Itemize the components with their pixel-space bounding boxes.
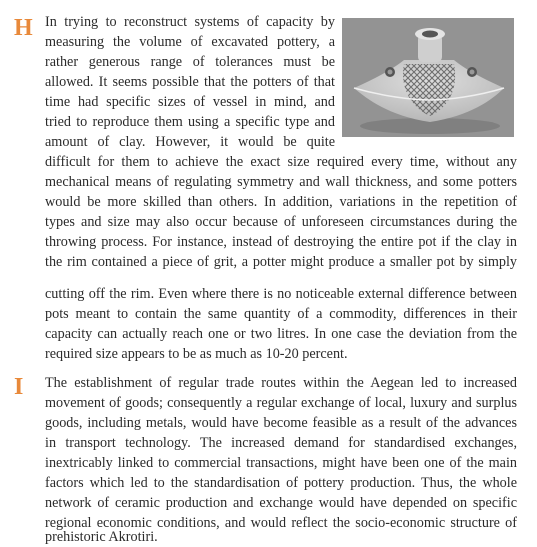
text-line: The establishment of regular trade routes within the Aegean led to increased [45,375,517,391]
text-line: movement of goods; consequently a regular exchange of local, luxury and surplus [45,395,517,411]
text-line: difficult for them to achieve the exact size required every time, without any [45,154,517,170]
text-line: tried to reproduce them using a specific type and [45,114,335,130]
text-line: amount of clay. However, it would be quite [45,134,335,150]
text-line: pots meant to contain the same quantity of a commodity, differences in their [45,306,517,322]
section-letter-i: I [14,374,24,400]
text-line: required size appears to be as much as 10-20 percent. [45,346,348,362]
text-line: regional economic conditions, and would reflect the socio-economic structure of [45,515,517,531]
ceramic-vessel-icon [342,18,514,137]
text-line: factors which led to the standardisation of pottery production. Thus, the whole [45,475,517,491]
section-letter-h: H [14,15,33,41]
text-line: mechanical means of regulating symmetry and wall thickness, and some potters [45,174,517,190]
text-line: measuring the volume of excavated pottery, a [45,34,335,50]
text-line: rather generous range of tolerances must be [45,54,335,70]
text-line: cutting off the rim. Even where there is no noticeable external difference between [45,286,517,302]
text-line: in transport technology. The increased demand for standardised exchanges, [45,435,517,451]
text-line: throwing process. For instance, instead of destroying the entire pot if the clay in [45,234,517,250]
text-line: types and size may also occur because of unforeseen circumstances during the [45,214,517,230]
text-line: allowed. It seems possible that the potters of that [45,74,335,90]
text-line: In trying to reconstruct systems of capacity by [45,14,335,30]
text-line: the rim contained a piece of grit, a potter might produce a smaller pot by simply [45,254,517,270]
text-line: network of ceramic production and exchange would have depended on specific [45,495,517,511]
text-line: would be more skilled than others. In addition, variations in the repetition of [45,194,517,210]
pottery-photo [342,18,514,137]
text-line: inextricably linked to commercial transactions, might have been one of the main [45,455,517,471]
text-line: time had specific sizes of vessel in mind, and [45,94,335,110]
text-line: capacity can actually reach one or two litres. In one case the deviation from the [45,326,517,342]
text-line: prehistoric Akrotiri. [45,529,158,545]
text-line: goods, including metals, would have become feasible as a result of the advances [45,415,517,431]
